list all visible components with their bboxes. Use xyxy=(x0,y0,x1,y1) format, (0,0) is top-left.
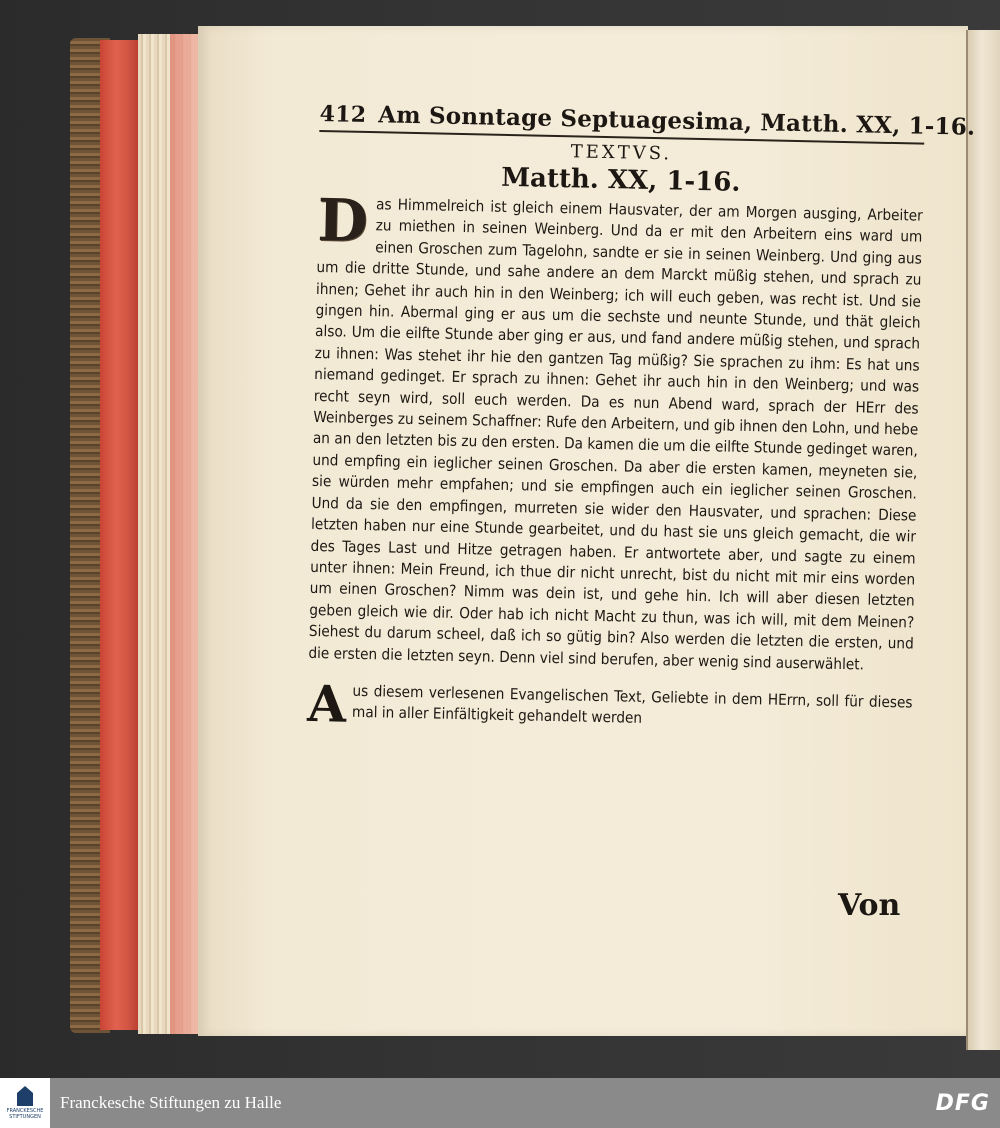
drop-cap-2: A xyxy=(306,673,347,734)
page-number: 412 xyxy=(319,100,367,128)
scripture-body: as Himmelreich ist gleich einem Hausvater, der am Morgen ausging, Arbeiter zu miethen in seinen Weinberg. Und da er mit den Arbeitern eins ward um einen Groschen zum Tagelohn, sandte er sie in seinen Weinberg. Und ging aus um die dritte Stunde, und sahe andere an dem Marckt müßig stehen, und sprach zu ihnen; Gehet ihr auch hin in den Weinberg; ich will euch geben, was recht ist. Und sie gingen hin. Abermal ging er aus um die sechste und neunte Stunde, und thät gleich also. Um die eilfte Stunde aber ging er aus, und fand andere müßig stehen, und sprach zu ihnen: Was stehet ihr hie den gantzen Tag müßig? Sie sprachen zu ihm: Es hat uns niemand gedinget. Er sprach zu ihnen: Gehet ihr auch hin in den Weinberg; und was recht seyn wird, soll euch werden. Da es nun Abend ward, sprach der HErr des Weinberges zu seinem Schaffner: Rufe den Arbeitern, und gib ihnen den Lohn, und hebe an an den letzten bis zu den ersten. Da kamen die um die eilfte Stunde gedinget waren, und empfing ein ieglicher seinen Groschen. Da aber die ersten kamen, meyneten sie, sie würden mehr empfahen; und sie empfingen auch ein ieglicher seinen Groschen. Und da sie den empfingen, murreten sie wider den Hausvater, und sprachen: Diese letzten haben nur eine Stunde gearbeitet, und du hast sie uns gleich gemacht, die wir des Tages Last und Hitze getragen haben. Er antwortete aber, und sagte zu einem unter ihnen: Mein Freund, ich thue dir nicht unrecht, bist du nicht mit mir eins worden um einen Groschen? Nimm was dein ist, und gehe hin. Ich will aber diesen letzten geben gleich wie dir. Oder hab ich nicht Macht zu thun, was ich will, mit dem Meinen? Siehest du darum scheel, daß ich so gütig bin? Also werden die letzten die ersten, und die ersten die letzten seyn. Denn viel sind berufen, aber wenig sind auserwählet. xyxy=(308,195,923,674)
intro-text: us diesem verlesenen Evangelischen Text, Geliebte in dem HErrn, soll für dieses mal in aller Einfältigkeit gehandelt werden xyxy=(351,681,913,727)
scripture-reference: Matth. XX, 1-16. xyxy=(500,162,741,198)
institution-name[interactable]: Franckesche Stiftungen zu Halle xyxy=(60,1093,282,1112)
building-icon xyxy=(17,1086,33,1106)
scripture-text xyxy=(308,185,923,677)
logo-label: FRANCKESCHE STIFTUNGEN xyxy=(6,1108,44,1120)
red-page-tint xyxy=(170,34,200,1034)
facing-page-edge xyxy=(966,30,1000,1050)
franckesche-logo[interactable] xyxy=(0,1078,50,1128)
page-content xyxy=(306,100,976,738)
drop-cap: D xyxy=(316,185,369,256)
catchword: Von xyxy=(838,888,901,923)
footer-bar xyxy=(0,1078,1000,1128)
intro-paragraph xyxy=(306,673,913,735)
section-heading: TEXTVS. xyxy=(570,141,673,165)
running-title: Am Sonntage Septuagesima, Matth. XX, 1-16. xyxy=(377,101,976,141)
red-page-edge xyxy=(100,40,140,1030)
dfg-logo[interactable]: DFG xyxy=(935,1090,990,1116)
